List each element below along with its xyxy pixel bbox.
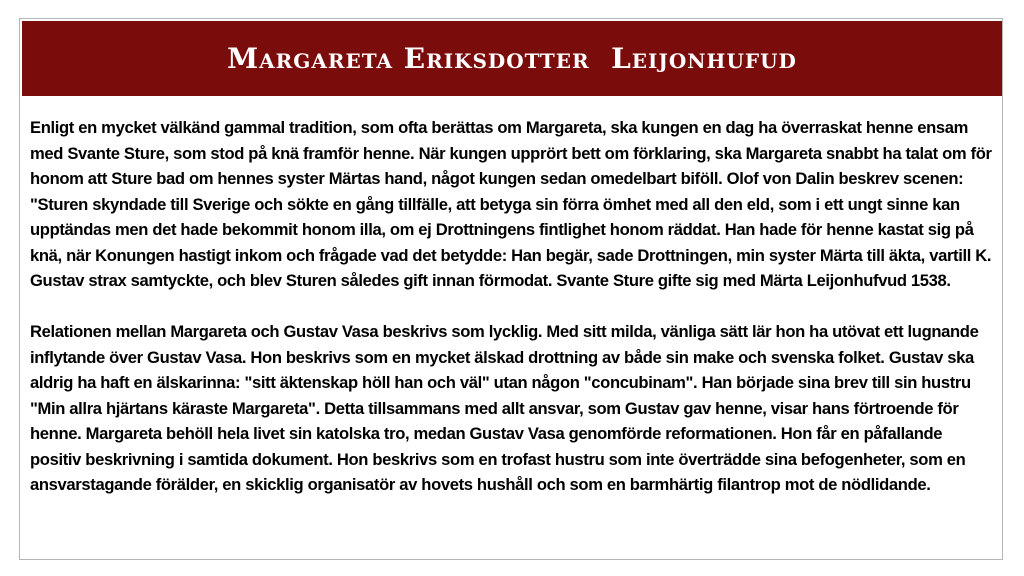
paragraph-1: Enligt en mycket välkänd gammal tradition, som ofta berättas om Margareta, ska kungen en dag ha överraskat henne ensam med Svante Sture, som stod på knä framför henne. När kungen upprört bett om förklaring, ska Margareta snabbt ha talat om för honom att Sture bad om hennes syster Märtas hand, något kungen sedan omedelbart biföll. Olof von Dalin beskrev scenen: "Sturen skyndade till Sverige och sökte en gång tillfälle, att betyga sin förra ömhet med all den eld, som i ett ungt sinne kan upptändas men det hade bekommit honom illa, om ej Drottningens fintlighet honom räddat. Han hade för henne kastat sig på knä, när Konungen hastigt inkom och frågade vad det betydde: Han begär, sade Drottningen, min syster Märta till äkta, vartill K. Gustav strax samtyckte, och blev Sturen således gift innan förmodat. Svante Sture gifte sig med Märta Leijonhufvud 1538. xyxy=(30,118,992,290)
slide-title: Margareta Eriksdotter Leijonhufud xyxy=(227,42,797,75)
slide xyxy=(19,18,1003,560)
paragraph-2: Relationen mellan Margareta och Gustav Vasa beskrivs som lycklig. Med sitt milda, vänliga sätt lär hon ha utövat ett lugnande inflytande över Gustav Vasa. Hon beskrivs som en mycket älskad drottning av både sin make och svenska folket. Gustav ska aldrig ha haft en älskarinna: "sitt äktenskap höll han och väl" utan någon "concubinam". Han började sina brev till sin hustru "Min allra hjärtans käraste Margareta". Detta tillsammans med allt ansvar, som Gustav gav henne, visar hans förtroende för henne. Margareta behöll hela livet sin katolska tro, medan Gustav Vasa genomförde reformationen. Hon får en påfallande positiv beskrivning i samtida dokument. Hon beskrivs som en trofast hustru som inte överträdde sina befogenheter, som en ansvarstagande förälder, en skicklig organisatör av hovets hushåll och som en barmhärtig filantrop mot de nödlidande. xyxy=(30,322,979,494)
slide-body xyxy=(30,115,996,498)
title-bar xyxy=(22,21,1002,96)
